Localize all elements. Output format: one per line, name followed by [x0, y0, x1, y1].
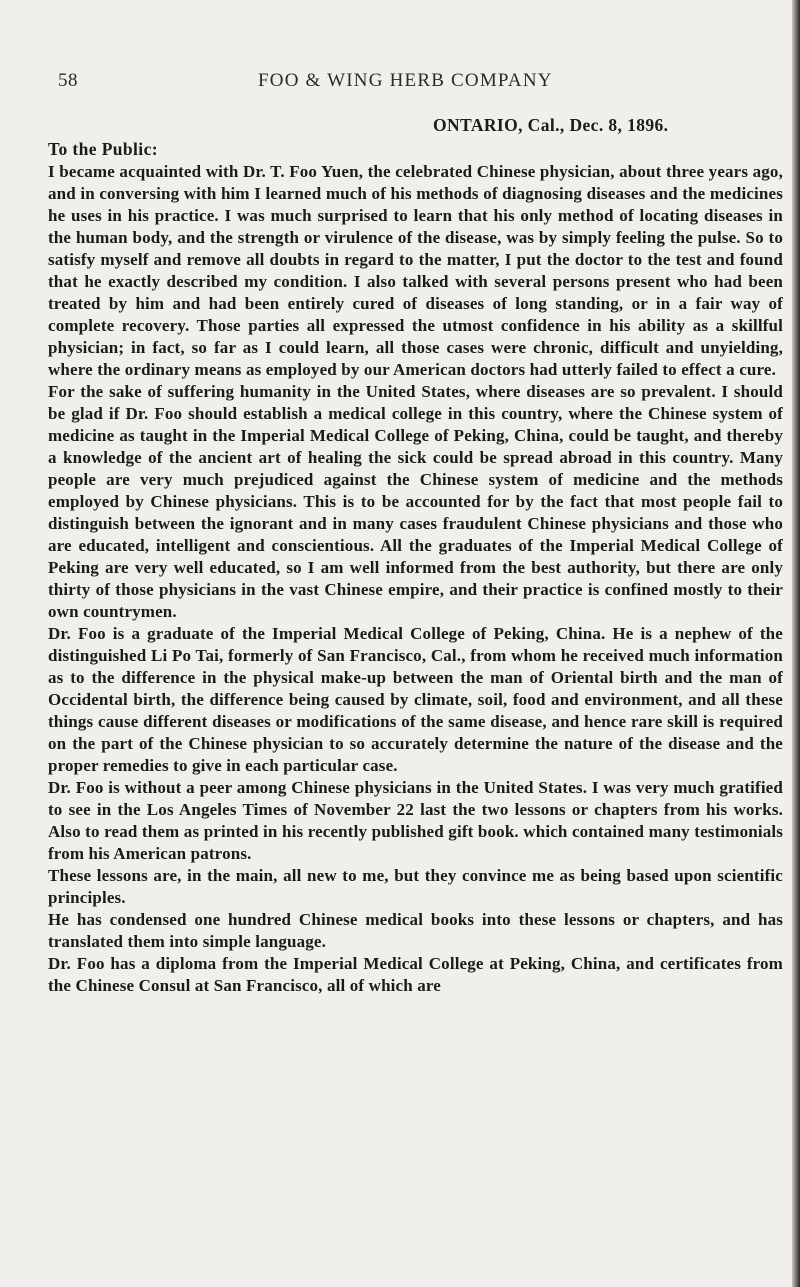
paragraph-3: Dr. Foo is a graduate of the Imperial Medical College of Peking, China. He is a nephew of the distinguished Li Po Tai, formerly of San Francisco, Cal., from whom he received much information as to the difference in the physical make-up between the man of Oriental birth and the man of Occidental birth, the difference being caused by climate, soil, food and environment, and all these things cause different diseases or modifications of the same disease, and hence rare skill is required on the part of the Chinese physician to so accurately determine the nature of the disease and the proper remedies to give in each particular case.: [48, 624, 783, 775]
paragraph-1: I became acquainted with Dr. T. Foo Yuen, the celebrated Chinese physician, about three years ago, and in conversing with him I learned much of his methods of diagnosing diseases and the medicines he uses in his practice. I was much surprised to learn that his only method of locating diseases in the human body, and the strength or virulence of the disease, was by simply feeling the pulse. So to satisfy myself and remove all doubts in regard to the matter, I put the doctor to the test and found that he exactly described my condition. I also talked with several persons present who had been treated by him and had been entirely cured of diseases of long standing, or in a fair way of complete recovery. Those parties all expressed the utmost confidence in his ability as a skillful physician; in fact, so far as I could learn, all those cases were chronic, difficult and unyielding, where the ordinary means as employed by our American doctors had utterly failed to effect a cure.: [48, 162, 783, 379]
paragraph-2: For the sake of suffering humanity in the United States, where diseases are so prevalent. I should be glad if Dr. Foo should establish a medical college in this country, where the Chinese system of medicine as taught in the Imperial Medical College of Peking, China, could be taught, and thereby a knowledge of the ancient art of healing the sick could be spread abroad in this country. Many people are very much prejudiced against the Chinese system of medicine and the methods employed by Chinese physicians. This is to be accounted for by the fact that most people fail to distinguish between the ignorant and in many cases fraudulent Chinese physicians and those who are educated, intelligent and conscientious. All the graduates of the Imperial Medical College of Peking are very well educated, so I am well informed from the best authority, but there are only thirty of those physicians in the vast Chinese empire, and their practice is confined mostly to their own countrymen.: [48, 382, 783, 621]
running-head: [58, 70, 720, 94]
page-edge-shadow: [792, 0, 800, 1287]
paragraph-7: Dr. Foo has a diploma from the Imperial Medical College at Peking, China, and certificates from the Chinese Consul at San Francisco, all of which are: [48, 954, 783, 995]
paragraph-6: He has condensed one hundred Chinese medical books into these lessons or chapters, and has translated them into simple language.: [48, 910, 783, 951]
paragraph-5: These lessons are, in the main, all new to me, but they convince me as being based upon scientific principles.: [48, 866, 783, 907]
paragraph-4: Dr. Foo is without a peer among Chinese physicians in the United States. I was very much gratified to see in the Los Angeles Times of November 22 last the two lessons or chapters from his works. Also to read them as printed in his recently published gift book. which contained many testimonials from his American patrons.: [48, 778, 783, 863]
page-number: 58: [58, 70, 78, 91]
running-title: FOO & WING HERB COMPANY: [258, 70, 553, 91]
letter-dateline: ONTARIO, Cal., Dec. 8, 1896.: [433, 115, 669, 135]
letter-body: [48, 161, 783, 997]
letter-salutation: To the Public:: [48, 139, 158, 159]
